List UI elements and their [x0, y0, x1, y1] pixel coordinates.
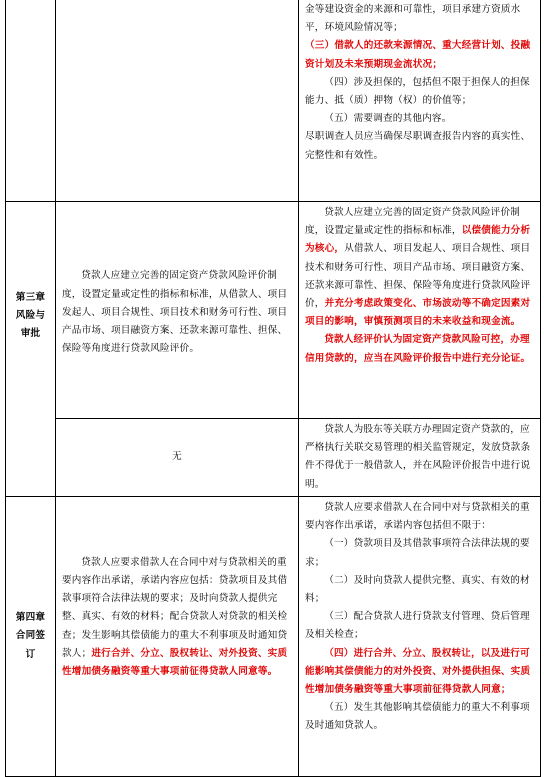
none-text: 无 — [172, 451, 182, 463]
paragraph: 贷款人应要求借款人在合同中对与贷款相关的重要内容作出承诺，承诺内容包括但不限于： — [305, 502, 530, 532]
paragraph-highlighted: （三）借款人的还款来源情况、重大经营计划、投融资计划及未来预期现金流状况； — [305, 40, 531, 70]
table-row — [6, 497, 541, 777]
paragraph: （一）贷款项目及其借款事项符合法律法规的要求； — [305, 538, 530, 568]
new-text-cell — [299, 0, 541, 202]
paragraph: （五）需要调查的其他内容。 — [324, 113, 452, 125]
paragraph: 金等建设资金的来源和可靠性，项目承建方资质水平，环境风险情况等； — [305, 4, 521, 34]
old-paragraph: 贷款人应建立完善的固定资产贷款风险评价制度，设置定量或定性的指标和标准，从借款人、项目发起人、项目合规性、项目技术和财务可行性、项目产品市场、项目融资方案、还款来源可靠性、担保、保险等角度进行贷款风险评价。 — [62, 270, 288, 355]
chapter-title-line: 订 — [25, 648, 36, 660]
paragraph: （三）配合贷款人进行贷款支付管理、贷后管理及相关检查； — [305, 611, 530, 641]
new-text-cell — [299, 202, 541, 419]
table-row — [6, 202, 541, 419]
table-row — [6, 419, 541, 497]
chapter-title-line: 风险与 — [15, 310, 46, 322]
table-row — [6, 0, 541, 202]
chapter-title-cell — [6, 497, 56, 777]
chapter-title-line: 第四章 — [15, 612, 46, 624]
new-text-cell — [299, 497, 541, 777]
text-segment: 贷款人应建立完善的固定资产贷款风险评价制度，设置定量或定性的指标和标准， — [305, 207, 521, 237]
paragraph: （五）发生其他影响其偿债能力的重大不利事项及时通知贷款人。 — [305, 702, 530, 732]
paragraph: （四）涉及担保的，包括但不限于担保人的担保能力、抵（质）押物（权）的价值等； — [305, 76, 530, 107]
old-text-cell — [56, 202, 299, 419]
chapter-title-line: 第三章 — [15, 292, 46, 303]
chapter-cell — [6, 0, 56, 202]
new-text-cell — [299, 419, 541, 497]
text-segment-highlighted: 以偿债能力分析为核心， — [305, 225, 531, 255]
chapter-title-line: 合同签 — [15, 630, 46, 642]
old-text-cell — [56, 419, 299, 497]
paragraph: 尽职调查人员应当确保尽职调查报告内容的真实性、完整性和有效性。 — [305, 131, 531, 161]
paragraph: （二）及时向贷款人提供完整、真实、有效的材料； — [305, 574, 530, 605]
paragraph: 贷款人为股东等关联方办理固定资产贷款的，应严格执行关联交易管理的相关监管规定，发放贷款条件不得优于一般借款人，并在风险评价报告中进行说明。 — [305, 424, 531, 490]
old-text-cell — [56, 497, 299, 777]
text-segment: 从借款人、项目发起人、项目合规性、项目技术和财务可行性、项目产品市场、项目融资方案、还款来源可靠性、担保、保险等角度进行贷款风险评价， — [305, 243, 531, 310]
paragraph-highlighted: （四）进行合并、分立、股权转让，以及进行可能影响其偿债能力的对外投资、对外提供担保、实质性增加债务融资等重大事项前征得贷款人同意； — [305, 647, 531, 696]
chapter-title-cell — [6, 202, 56, 497]
old-text-cell — [56, 0, 299, 202]
paragraph-highlighted: 贷款人经评价认为固定资产贷款风险可控，办理信用贷款的，应当在风险评价报告中进行充分论证。 — [305, 334, 531, 364]
comparison-table — [5, 0, 541, 777]
text-segment-highlighted: 进行合并、分立、股权转让、对外投资、实质性增加债务融资等重大事项前征得贷款人同意等。 — [62, 647, 288, 677]
text-segment-highlighted: 并充分考虑政策变化、市场波动等不确定因素对项目的影响，审慎预测项目的未来收益和现金流。 — [305, 298, 531, 328]
chapter-title-line: 审批 — [20, 328, 41, 340]
text-segment: 贷款人应要求借款人在合同中对与贷款相关的重要内容作出承诺，承诺内容应包括：贷款项目及其借款事项符合法律法规的要求；及时向贷款人提供完整、真实、有效的材料；配合贷款人对贷款的相关检查；发生影响其偿债能力的重大不利事项及时通知贷款人； — [62, 556, 288, 659]
